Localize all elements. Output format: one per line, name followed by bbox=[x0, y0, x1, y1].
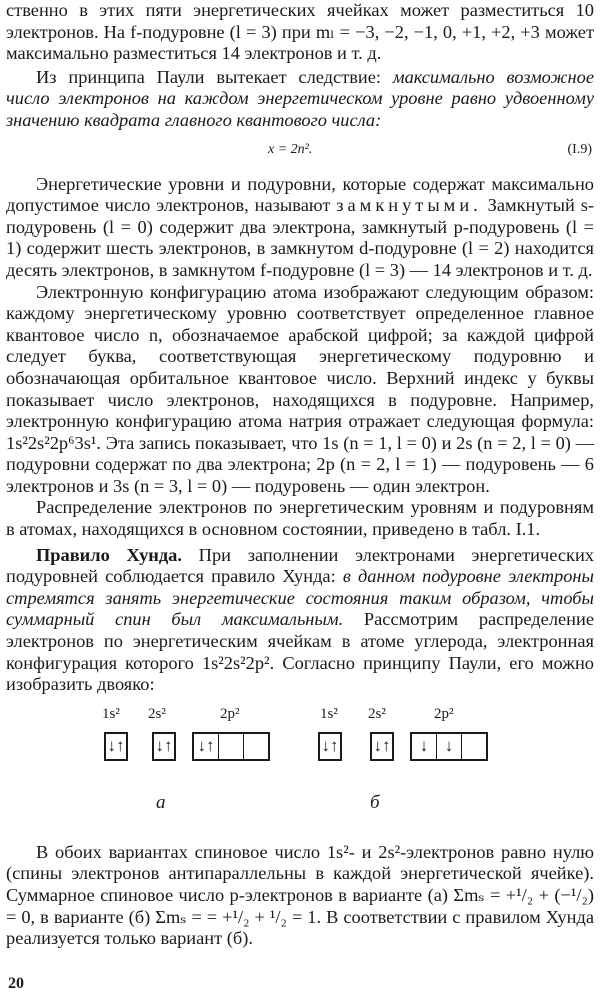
paragraph-3 bbox=[6, 174, 594, 282]
formula-block bbox=[6, 136, 594, 166]
paragraph-2 bbox=[6, 67, 594, 132]
paulis-corollary-statement: максимально возможное число электронов на каждом энергетическом уровне равно удвоенному значению квадрата главного квантового числа: bbox=[6, 66, 595, 130]
label-2s-b: 2s² bbox=[368, 705, 386, 722]
cell-2s-a: ↓↑ bbox=[152, 732, 176, 761]
closed-levels-text-b: Замкнутый s-подуровень (l = 0) содержит два электрона, замкнутый p-подуровень (l = 1) содержит шесть электронов, в замкнутом d-подуровне (l = 2) находится десять электронов, в замкнутом f-подуровне (l = 3) — 14 электронов и т. д. bbox=[6, 195, 594, 280]
label-2s-a: 2s² bbox=[148, 705, 166, 722]
closed-term: замкнутыми. bbox=[336, 195, 482, 216]
sodium-config: 1s²2s²2p⁶3s¹ bbox=[6, 432, 97, 453]
paragraph-6 bbox=[6, 545, 594, 696]
cell-2p-a-3 bbox=[244, 734, 268, 759]
cell-2p-b-2: ↓ bbox=[437, 734, 462, 759]
cell-1s-b: ↓↑ bbox=[318, 732, 342, 761]
cell-2p-b bbox=[410, 732, 488, 761]
orbital-diagram bbox=[6, 700, 594, 842]
label-2p-b: 2p² bbox=[434, 705, 454, 722]
cell-2p-a-1: ↓↑ bbox=[194, 734, 219, 759]
paragraph-7: В обоих вариантах спиновое число 1s²- и 2s²-электронов равно нулю (спины электронов антипараллельны в каждой энергетической ячейке). Суммарное спиновое число p-электронов в варианте (а) Σmₛ = +¹/₂ + (−¹/₂) = 0, в варианте (б) Σmₛ = = +¹/₂ + ¹/₂ = 1. В соответствии с правилом Хунда реализуется только вариант (б). bbox=[6, 841, 594, 949]
page bbox=[6, 0, 594, 950]
configuration-text-a: Электронную конфигурацию атома изображают следующим образом: каждому энергетическому уровню соответствует определенное главное квантовое число n, обозначаемое арабской цифрой; за каждой цифрой следует буква, соответствующая энергетическому подуровню и обозначающая орбитальное квантовое число. Верхний индекс у буквы показывает число электронов, находящихся в подуровне. Например, электронную конфигурацию атома натрия отражает следующая формула: bbox=[6, 281, 594, 432]
closed-levels-text-a: Энергетические уровни и подуровни, которые содержат максимально допустимое число электронов, называют bbox=[6, 173, 594, 216]
hund-rule-statement: в данном подуровне электроны стремятся занять энергетические состояния таким образом, чтобы суммарный спин был максимальным. bbox=[6, 566, 594, 630]
formula-expression: x = 2n². bbox=[268, 141, 313, 157]
hund-rule-heading: Правило Хунда. bbox=[36, 544, 182, 565]
hund-rule-text-b: Рассмотрим распределение электронов по энергетическим ячейкам в атоме углерода, электронная конфигурация которого bbox=[6, 609, 595, 673]
cell-2s-b: ↓↑ bbox=[370, 732, 394, 761]
page-number: 20 bbox=[8, 975, 24, 992]
configuration-text-b: . Эта запись показывает, что 1s (n = 1, l = 0) и 2s (n = 2, l = 0) — подуровни содержат по два электрона; 2p (n = 2, l = 1) — подуровень — 6 электронов и 3s (n = 3, l = 0) — подуровень — один электрон. bbox=[6, 432, 594, 496]
cell-2p-a-2 bbox=[219, 734, 244, 759]
paragraph-4 bbox=[6, 282, 594, 498]
hund-rule-text-c: . Согласно принципу Паули, его можно изобразить двояко: bbox=[6, 652, 595, 695]
formula-number: (I.9) bbox=[567, 141, 592, 157]
cell-2p-b-1: ↓ bbox=[412, 734, 437, 759]
variant-b-label: б bbox=[370, 791, 380, 813]
cell-2p-a bbox=[192, 732, 270, 761]
cell-2p-b-3 bbox=[462, 734, 486, 759]
cell-1s-a: ↓↑ bbox=[104, 732, 128, 761]
paragraph-1: ственно в этих пяти энергетических ячейках может разместиться 10 электронов. На f-подуровне (l = 3) при mₗ = −3, −2, −1, 0, +1, +2, +3 может максимально разместиться 14 электронов и т. д. bbox=[6, 0, 594, 64]
variant-a-label: а bbox=[156, 791, 166, 813]
carbon-config: 1s²2s²2p² bbox=[201, 652, 270, 673]
paragraph-5: Распределение электронов по энергетическим уровням и подуровням в атомах, находящихся в основном состоянии, приведено в табл. I.1. bbox=[6, 497, 594, 540]
label-1s-a: 1s² bbox=[102, 705, 120, 722]
paulis-corollary-intro: Из принципа Паули вытекает следствие: bbox=[36, 66, 393, 87]
label-1s-b: 1s² bbox=[320, 705, 338, 722]
hund-rule-text-a: При заполнении электронами энергетических подуровней соблюдается правило Хунда: bbox=[6, 544, 594, 587]
label-2p-a: 2p² bbox=[220, 705, 240, 722]
